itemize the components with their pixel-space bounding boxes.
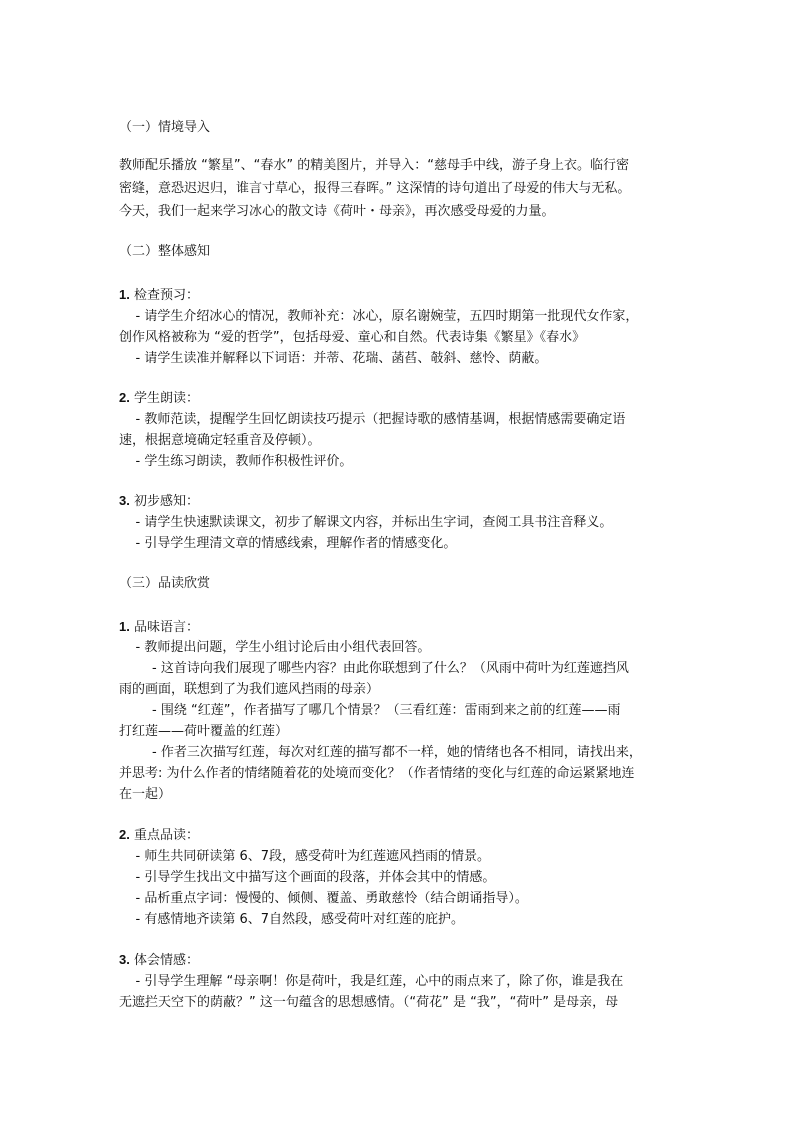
bullet-line: - 教师范读，提醒学生回忆朗读技巧提示（把握诗歌的感情基调，根据情感需要确定语 (119, 412, 626, 427)
section-1-heading: （一）情境导入 (119, 120, 211, 135)
bullet-line: - 引导学生理清文章的情感线索，理解作者的情感变化。 (119, 536, 457, 551)
item-heading (119, 491, 199, 512)
item-title: 重点品读： (133, 828, 199, 843)
bullet-line: - 学生练习朗读，教师作积极性评价。 (119, 454, 353, 469)
bullet-line: - 引导学生理解 “母亲啊！你是荷叶，我是红莲，心中的雨点来了，除了你，谁是我在 (119, 974, 624, 989)
bullet-line: - 品析重点字词：慢慢的、倾侧、覆盖、勇敢慈怜（结合朗诵指导）。 (119, 891, 528, 906)
item-number: 3. (119, 952, 130, 967)
item-title: 学生朗读： (133, 391, 199, 406)
item-number: 1. (119, 619, 130, 634)
bullet-line: - 教师提出问题，学生小组讨论后由小组代表回答。 (119, 640, 431, 655)
bullet-line: 并思考: 为什么作者的情绪随着花的处境而变化？（作者情绪的变化与红莲的命运紧紧地连 (119, 766, 635, 781)
bullet-line: - 引导学生找出文中描写这个画面的段落，并体会其中的情感。 (119, 870, 496, 885)
paragraph-line: 今天，我们一起来学习冰心的散文诗《荷叶・母亲》，再次感受母爱的力量。 (119, 204, 555, 219)
paragraph-line: 教师配乐播放 “繁星”、“春水” 的精美图片，并导入：“慈母手中线，游子身上衣。临行密 (119, 158, 629, 173)
bullet-line: 无遮拦天空下的荫蔽？” 这一句蕴含的思想感情。（“荷花” 是 “我”，“荷叶” 是母亲，母 (119, 995, 619, 1010)
bullet-line: - 作者三次描写红莲，每次对红莲的描写都不一样，她的情绪也各不相同，请找出来， (119, 745, 642, 760)
item-title: 检查预习： (133, 288, 199, 303)
bullet-line: - 师生共同研读第 6、7段，感受荷叶为红莲遮风挡雨的情景。 (119, 849, 491, 864)
bullet-line: - 有感情地齐读第 6、7自然段，感受荷叶对红莲的庇护。 (119, 912, 465, 927)
paragraph-line: 密缝，意恐迟迟归，谁言寸草心，报得三春晖。” 这深情的诗句道出了母爱的伟大与无私。 (119, 181, 631, 196)
section-3-heading: （三）品读欣赏 (119, 576, 211, 591)
item-heading (119, 950, 199, 971)
item-number: 1. (119, 287, 130, 302)
bullet-line: - 请学生读准并解释以下词语：并蒂、花瑞、菡萏、攲斜、慈怜、荫蔽。 (119, 351, 548, 366)
section-2-heading: （二）整体感知 (119, 244, 211, 259)
item-heading (119, 285, 199, 306)
bullet-line: 速，根据意境确定轻重音及停顿）。 (119, 433, 321, 448)
bullet-line: 创作风格被称为 “爱的哲学”，包括母爱、童心和自然。代表诗集《繁星》《春水》 (119, 330, 586, 345)
item-heading (119, 617, 199, 638)
item-number: 2. (119, 390, 130, 405)
item-title: 品味语言： (133, 620, 199, 635)
bullet-line: 打红莲——荷叶覆盖的红莲） (119, 724, 289, 739)
bullet-line: 在一起） (119, 787, 172, 802)
bullet-line: - 请学生介绍冰心的情况，教师补充：冰心，原名谢婉莹，五四时期第一批现代女作家， (119, 309, 639, 324)
item-title: 体会情感： (133, 953, 199, 968)
item-heading (119, 388, 199, 409)
bullet-line: - 围绕 “红莲”，作者描写了哪几个情景？（三看红莲：雷雨到来之前的红莲——雨 (119, 703, 621, 718)
item-title: 初步感知： (133, 494, 199, 509)
bullet-line: 雨的画面，联想到了为我们遮风挡雨的母亲） (119, 682, 380, 697)
item-number: 2. (119, 827, 130, 842)
bullet-line: - 请学生快速默读课文，初步了解课文内容，并标出生字词，查阅工具书注音释义。 (119, 515, 613, 530)
item-heading (119, 825, 199, 846)
bullet-line: - 这首诗向我们展现了哪些内容？由此你联想到了什么？（风雨中荷叶为红莲遮挡风 (119, 661, 629, 676)
item-number: 3. (119, 493, 130, 508)
